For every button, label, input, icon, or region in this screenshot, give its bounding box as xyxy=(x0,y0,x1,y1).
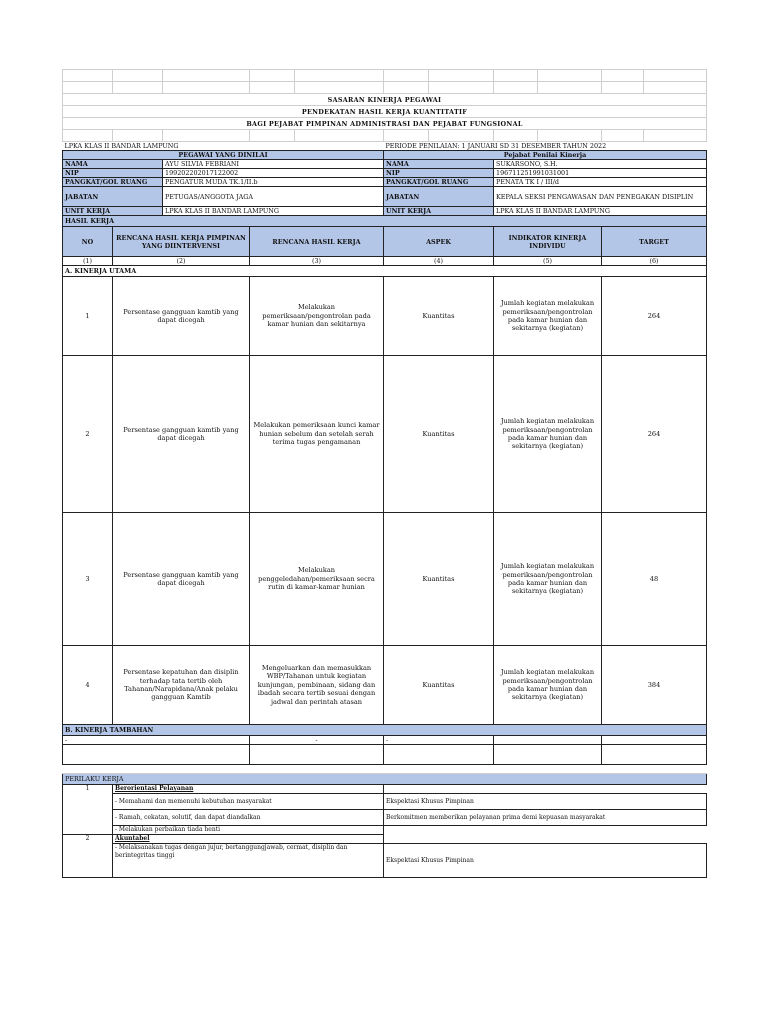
row-indikator: Jumlah kegiatan melakukan pemeriksaan/pengontrolan pada kamar hunian dan sekitarnya (kegiatan) xyxy=(494,646,602,725)
penilai-nama: SUKARSONO, S.H. xyxy=(494,160,707,169)
periode: PERIODE PENILAIAN: 1 JANUARI SD 31 DESEMBER TAHUN 2022 xyxy=(385,142,607,150)
col-target: TARGET xyxy=(602,227,707,257)
perilaku-no: 2 xyxy=(63,835,113,878)
col-rencana-pimpinan: RENCANA HASIL KERJA PIMPINAN YANG DIINTERVENSI xyxy=(113,227,250,257)
kinerja-utama-heading: A. KINERJA UTAMA xyxy=(63,266,707,277)
row-rencana: Melakukan pemeriksaan/pengontrolan pada kamar hunian dan sekitarnya xyxy=(250,277,384,356)
row-aspek: Kuantitas xyxy=(384,513,494,646)
pegawai-nip-label: NIP xyxy=(63,169,163,178)
penilai-unit: LPKA KLAS II BANDAR LAMPUNG xyxy=(494,207,707,216)
row-pimpinan: Persentase kepatuhan dan disiplin terhadap tata tertib oleh Tahanan/Narapidana/Anak pelaku gangguan Kamtib xyxy=(113,646,250,725)
perilaku-ekspektasi-label: Ekspektasi Khusus Pimpinan xyxy=(384,844,707,878)
unit-top: LPKA KLAS II BANDAR LAMPUNG xyxy=(64,142,179,150)
col-number: (5) xyxy=(494,257,602,266)
row-no: 4 xyxy=(63,646,113,725)
pegawai-heading: PEGAWAI YANG DINILAI xyxy=(63,151,384,160)
table-row xyxy=(63,277,707,356)
kinerja-tambahan-heading: B. KINERJA TAMBAHAN xyxy=(63,725,707,736)
pegawai-unit: LPKA KLAS II BANDAR LAMPUNG xyxy=(163,207,384,216)
perilaku-title: Berorientasi Pelayanan xyxy=(113,785,384,794)
col-number: (3) xyxy=(250,257,384,266)
col-indikator: INDIKATOR KINERJA INDIVIDU xyxy=(494,227,602,257)
table-row xyxy=(63,356,707,513)
penilai-pangkat: PENATA TK I / III/d xyxy=(494,178,707,187)
penilai-heading: Pejabat Penilai Kinerja xyxy=(384,151,707,160)
skp-sheet xyxy=(62,69,706,878)
penilai-jabatan-label: JABATAN xyxy=(384,187,494,207)
title-line-1: SASARAN KINERJA PEGAWAI xyxy=(63,94,707,106)
penilai-nip-label: NIP xyxy=(384,169,494,178)
row-aspek: Kuantitas xyxy=(384,277,494,356)
pegawai-nama-label: NAMA xyxy=(63,160,163,169)
row-no: 2 xyxy=(63,356,113,513)
penilai-nip: 196711251991031001 xyxy=(494,169,707,178)
col-aspek: ASPEK xyxy=(384,227,494,257)
pegawai-nip: 199202202017122002 xyxy=(163,169,384,178)
row-pimpinan: Persentase gangguan kamtib yang dapat dicegah xyxy=(113,356,250,513)
row-aspek: Kuantitas xyxy=(384,356,494,513)
col-number: (4) xyxy=(384,257,494,266)
col-number: (1) xyxy=(63,257,113,266)
pegawai-pangkat-label: PANGKAT/GOL RUANG xyxy=(63,178,163,187)
pegawai-nama: AYU SILVIA FEBRIANI xyxy=(163,160,384,169)
row-target: 264 xyxy=(602,277,707,356)
tambahan-cell: - xyxy=(63,736,250,745)
skp-table xyxy=(62,69,707,878)
row-indikator: Jumlah kegiatan melakukan pemeriksaan/pengontrolan pada kamar hunian dan sekitarnya (kegiatan) xyxy=(494,513,602,646)
penilai-jabatan: KEPALA SEKSI PENGAWASAN DAN PENEGAKAN DISIPLIN xyxy=(494,187,707,207)
col-number: (6) xyxy=(602,257,707,266)
row-rencana: Mengeluarkan dan memasukkan WBP/Tahanan untuk kegiatan kunjungan, pembinaan, sidang dan ibadah secara tertib sesuai dengan jadwal dan perintah atasan xyxy=(250,646,384,725)
row-no: 3 xyxy=(63,513,113,646)
title-line-2: PENDEKATAN HASIL KERJA KUANTITATIF xyxy=(63,106,707,118)
perilaku-heading: PERILAKU KERJA xyxy=(63,774,707,785)
row-no: 1 xyxy=(63,277,113,356)
pegawai-unit-label: UNIT KERJA xyxy=(63,207,163,216)
row-rencana: Melakukan pemeriksaan kunci kamar hunian sebelum dan setelah serah terima tugas pengamanan xyxy=(250,356,384,513)
perilaku-point: - Ramah, cekatan, solutif, dan dapat diandalkan xyxy=(113,810,384,826)
tambahan-cell: - xyxy=(384,736,494,745)
row-indikator: Jumlah kegiatan melakukan pemeriksaan/pengontrolan pada kamar hunian dan sekitarnya (kegiatan) xyxy=(494,356,602,513)
perilaku-title: Akuntabel xyxy=(113,835,384,844)
perilaku-ekspektasi: Berkomitmen memberikan pelayanan prima demi kepuasan masyarakat xyxy=(384,810,707,826)
perilaku-ekspektasi-label: Ekspektasi Khusus Pimpinan xyxy=(384,794,707,810)
perilaku-no: 1 xyxy=(63,785,113,835)
perilaku-point: - Melakukan perbaikan tiada henti xyxy=(113,826,384,835)
col-rencana: RENCANA HASIL KERJA xyxy=(250,227,384,257)
title-line-3: BAGI PEJABAT PIMPINAN ADMINISTRASI DAN PEJABAT FUNGSIONAL xyxy=(63,118,707,130)
table-row xyxy=(63,646,707,725)
row-aspek: Kuantitas xyxy=(384,646,494,725)
penilai-nama-label: NAMA xyxy=(384,160,494,169)
row-rencana: Melakukan penggeledahan/pemeriksaan secra rutin di kamar-kamar hunian xyxy=(250,513,384,646)
tambahan-cell: - xyxy=(250,736,384,745)
hasil-kerja-heading: HASIL KERJA xyxy=(63,216,707,227)
perilaku-point: - Melaksanakan tugas dengan jujur, bertanggungjawab, cermat, disiplin dan berintegritas tinggi xyxy=(113,844,384,878)
row-target: 48 xyxy=(602,513,707,646)
table-row xyxy=(63,513,707,646)
col-no: NO xyxy=(63,227,113,257)
perilaku-point: - Memahami dan memenuhi kebutuhan masyarakat xyxy=(113,794,384,810)
row-pimpinan: Persentase gangguan kamtib yang dapat dicegah xyxy=(113,513,250,646)
penilai-unit-label: UNIT KERJA xyxy=(384,207,494,216)
row-target: 384 xyxy=(602,646,707,725)
pegawai-jabatan: PETUGAS/ANGGOTA JAGA xyxy=(163,187,384,207)
pegawai-jabatan-label: JABATAN xyxy=(63,187,163,207)
penilai-pangkat-label: PANGKAT/GOL RUANG xyxy=(384,178,494,187)
col-number: (2) xyxy=(113,257,250,266)
row-target: 264 xyxy=(602,356,707,513)
pegawai-pangkat: PENGATUR MUDA TK.1/II.b xyxy=(163,178,384,187)
row-pimpinan: Persentase gangguan kamtib yang dapat dicegah xyxy=(113,277,250,356)
row-indikator: Jumlah kegiatan melakukan pemeriksaan/pengontrolan pada kamar hunian dan sekitarnya (kegiatan) xyxy=(494,277,602,356)
